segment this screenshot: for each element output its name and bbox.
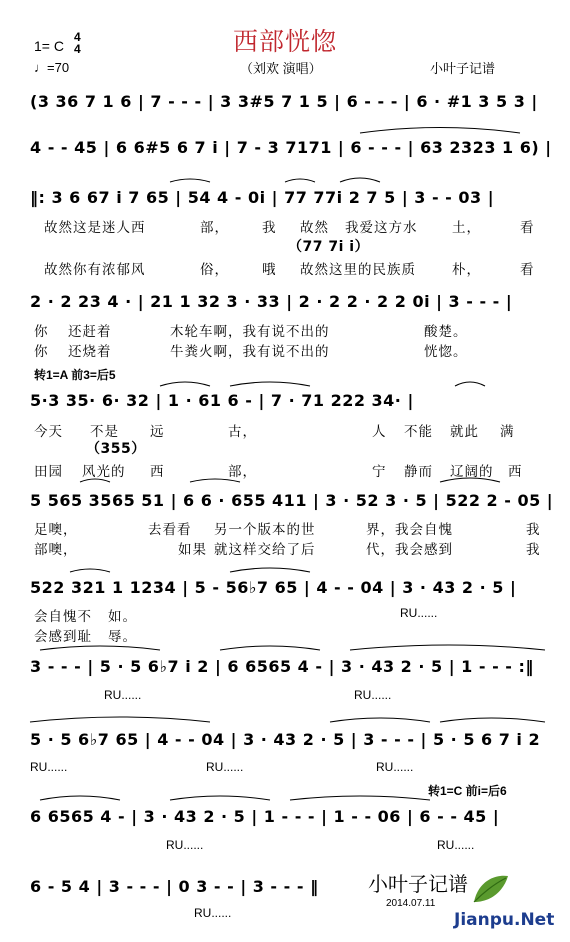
ru-marker-2: RU......	[354, 688, 392, 702]
lyric-r4b-1: 你	[34, 344, 49, 359]
ru-marker-6: RU......	[166, 838, 204, 852]
lyric-r3a-6: 土，	[452, 220, 481, 235]
lyric-r3c-4: 故然这里的民族质	[300, 262, 416, 277]
modulation-marking-1: 转1=A 前3=后5	[34, 368, 116, 382]
lyric-r5c-2: 风光的	[82, 464, 126, 479]
ru-marker-1: RU......	[104, 688, 142, 702]
signature-name: 小叶子记谱	[368, 872, 468, 896]
lyric-r3a-7: 看	[520, 220, 535, 235]
notation-row-8: 3 - - - | 5 · 5 6♭7 i 2 | 6 6565 4 - | 3 · 43 2 · 5 | 1 - - - :‖	[30, 657, 534, 676]
lyric-r3a-2: 部，	[200, 220, 229, 235]
lyric-r6b-3: 就这样交给了后	[214, 542, 316, 557]
lyric-r3c-1: 故然你有浓郁风	[44, 262, 146, 277]
ru-marker-3: RU......	[30, 760, 68, 774]
lyric-r4a-3: 木轮车啊，我有说不出的	[170, 324, 330, 339]
notation-row-6: 5 565 3565 51 | 6 6 · 655 411 | 3 · 52 3 · 5 | 522 2 - 05 |	[30, 491, 554, 510]
notation-row-3: ‖: 3 6 67 i 7 65 | 54 4 - 0i | 77 77i 2 7 5 | 3 - - 03 |	[30, 188, 495, 207]
lyric-r3a-4: 故然	[300, 220, 329, 235]
lyric-r3a-3: 我	[262, 220, 277, 235]
lyric-r5a-8: 满	[500, 424, 515, 439]
lyric-r4b-4: 恍惚。	[424, 344, 468, 359]
lyric-r7b-2: 辱。	[108, 629, 137, 644]
lyric-r4b-2: 还烧着	[68, 344, 112, 359]
lyric-r7a-ru: RU......	[400, 606, 438, 620]
lyric-r6a-1: 足噢，	[34, 522, 78, 537]
lyric-r6a-2: 去看看	[148, 522, 192, 537]
lyric-r3c-5: 朴，	[452, 262, 481, 277]
tempo-marking: ♩=70	[34, 60, 70, 75]
lyric-r7a-1: 会自愧不	[34, 609, 92, 624]
site-watermark: Jianpu.Net	[454, 910, 555, 930]
signature-date: 2014.07.11	[386, 898, 436, 909]
transcriber-credit: 小叶子记谱	[430, 61, 496, 76]
lyric-r5c-1: 田园	[34, 464, 63, 479]
lyric-r4a-1: 你	[34, 324, 49, 339]
lyric-r5a-5: 人	[372, 424, 387, 439]
lyric-r3c-6: 看	[520, 262, 535, 277]
lyric-r5c-6: 静而	[404, 464, 433, 479]
lyric-r3a-5: 我爱这方水	[345, 220, 418, 235]
ru-marker-5: RU......	[376, 760, 414, 774]
lyric-r4a-2: 还赶着	[68, 324, 112, 339]
lyric-r7a-2: 如。	[108, 609, 137, 624]
notation-row-11: 6 - 5 4 | 3 - - - | 0 3 - - | 3 - - - ‖	[30, 877, 319, 896]
notation-row-4: 2 · 2 23 4 · | 21 1 32 3 · 33 | 2 · 2 2 · 2 2 0i | 3 - - - |	[30, 292, 513, 311]
lyric-r5c-7: 辽阔的	[450, 464, 494, 479]
notation-row-1: (3 36 7 1 6 | 7 - - - | 3 3#5 7 1 5 | 6 - - - | 6 · #1 3 5 3 |	[30, 92, 538, 111]
lyric-r4a-4: 酸楚。	[424, 324, 468, 339]
lyric-r6b-5: 我	[526, 542, 541, 557]
lyric-r6a-3: 另一个版本的世	[214, 522, 316, 537]
performer-credit: （刘欢 演唱）	[240, 61, 322, 76]
lyric-r5a-6: 不能	[404, 424, 433, 439]
notation-row-5: 5·3 35· 6· 32 | 1 · 61 6 - | 7 · 71 222 34· |	[30, 391, 414, 410]
lyric-r5a-7: 就此	[450, 424, 479, 439]
lyric-r6b-1: 部噢，	[34, 542, 78, 557]
time-signature-bottom: 4	[74, 42, 81, 56]
lyric-r6b-2: 如果	[178, 542, 207, 557]
lyric-r6a-5: 我	[526, 522, 541, 537]
notation-row-9: 5 · 5 6♭7 65 | 4 - - 04 | 3 · 43 2 · 5 | 3 - - - | 5 · 5 6 7 i 2	[30, 730, 541, 749]
time-signature-top: 4	[74, 30, 81, 44]
ru-marker-7: RU......	[437, 838, 475, 852]
lyric-r5a-1: 今天	[34, 424, 63, 439]
lyric-r3a-1: 故然这是迷人西	[44, 220, 146, 235]
song-title: 西部恍惚	[232, 27, 337, 56]
lyric-r5b-alt-notes: （355）	[86, 441, 146, 457]
lyric-r3b-alt-notes: （77 7i i）	[288, 239, 370, 255]
lyric-r5c-5: 宁	[372, 464, 387, 479]
lyric-r6a-4: 界，我会自愧	[366, 522, 453, 537]
ru-marker-8: RU......	[194, 906, 232, 920]
lyric-r7b-1: 会感到耻	[34, 629, 92, 644]
lyric-r5c-3: 西	[150, 464, 165, 479]
notation-row-10: 6 6565 4 - | 3 · 43 2 · 5 | 1 - - - | 1 - - 06 | 6 - - 45 |	[30, 807, 500, 826]
lyric-r6b-4: 代，我会感到	[366, 542, 453, 557]
lyric-r5a-3: 远	[150, 424, 165, 439]
lyric-r5c-4: 部，	[228, 464, 257, 479]
modulation-marking-2: 转1=C 前i=后6	[428, 784, 507, 798]
lyric-r4b-3: 牛粪火啊，我有说不出的	[170, 344, 330, 359]
lyric-r5a-4: 古，	[228, 424, 257, 439]
notation-row-2: 4 - - 45 | 6 6#5 6 7 i | 7 - 3 7171 | 6 - - - | 63 2323 1 6) |	[30, 138, 552, 157]
notation-row-7: 522 321 1 1234 | 5 - 56♭7 65 | 4 - - 04 | 3 · 43 2 · 5 |	[30, 578, 517, 597]
lyric-r5a-2: 不是	[90, 424, 119, 439]
lyric-r3c-3: 哦	[262, 262, 277, 277]
ru-marker-4: RU......	[206, 760, 244, 774]
leaf-logo-icon	[470, 872, 510, 906]
lyric-r5c-8: 西	[508, 464, 523, 479]
key-signature: 1= C	[34, 38, 64, 54]
lyric-r3c-2: 俗，	[200, 262, 229, 277]
